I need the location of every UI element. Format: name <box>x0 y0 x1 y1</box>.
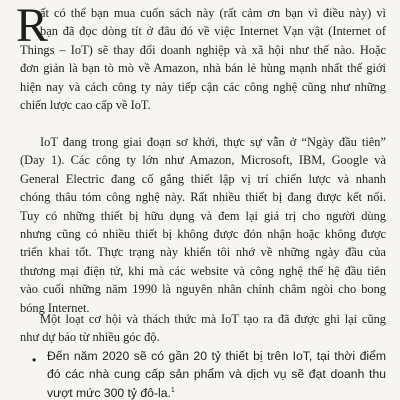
text-line: Things – IoT) sẽ thay đổi doanh nghiệp và xã hội như thế nào. Hoặc <box>20 42 386 57</box>
text-line: nhưng cũng có nhiều thiết bị không được đón nhận hoặc không được <box>20 226 386 241</box>
text-line: ất có thể bạn mua cuốn sách này (rất cảm ơn bạn vì điều này) vì <box>40 6 386 20</box>
text-line <box>30 384 386 400</box>
paragraph-iot-day-one <box>20 133 386 317</box>
text-line: chiến lược cao cấp về IoT. <box>20 97 151 112</box>
text-line: Tuy có những thiết bị hữu dụng và đem lại giá trị cho người dùng <box>20 208 386 223</box>
bullet-item <box>30 347 386 400</box>
text-line: hiện nay và cách công ty này tiếp cận các công nghệ cũng như những <box>20 79 386 94</box>
text-line: đó các nhà cung cấp sản phẩm và dịch vụ sẽ đạt doanh thu <box>47 367 386 382</box>
text-line: Đến năm 2020 sẽ có gần 20 tỷ thiết bị trên IoT, tại thời điểm <box>47 349 386 363</box>
bullet-symbol: • <box>32 353 37 367</box>
text-line: như dự báo từ nhiều góc độ. <box>20 330 160 345</box>
text-line: thương mại điện tử, khi mà các website và công nghệ thế hệ đầu tiên <box>20 263 386 278</box>
paragraph-intro <box>20 4 386 114</box>
text-line: Một loạt cơ hội và thách thức mà IoT tạo ra đã được ghi lại cũng <box>40 312 386 326</box>
paragraph-opportunities <box>20 310 386 347</box>
footnote-marker: 1 <box>170 386 175 394</box>
text-line: triển khai tốt. Thực trạng này khiến tôi nhớ về những ngày đầu của <box>20 245 386 260</box>
text-line: bóng Internet. <box>20 300 90 315</box>
text-line: chóng thâu tóm công nghệ này. Rất nhiều thiết bị đang được kết nối. <box>20 190 386 205</box>
text-line-content: vượt mức 300 tỷ đô-la. <box>47 385 171 400</box>
text-line: (Day 1). Các công ty lớn như Amazon, Microsoft, IBM, Google và <box>20 153 386 168</box>
text-line: General Electric đang cố gắng thiết lập vị trí chiến lược và nhanh <box>20 171 386 186</box>
text-line: vào cuối những năm 1990 là nguyên nhân chính châm ngòi cho bong <box>20 282 386 297</box>
text-line: bạn đã đọc dòng tít ở đâu đó về việc Internet Vạn vật (Internet of <box>40 24 386 39</box>
text-line: đơn giản là bạn tò mò về Amazon, nhà bán lẻ hùng mạnh nhất thế giới <box>20 61 386 76</box>
drop-cap-letter: R <box>16 0 49 52</box>
text-line: IoT đang trong giai đoạn sơ khởi, thực sự vẫn ở “Ngày đầu tiên” <box>40 135 386 149</box>
